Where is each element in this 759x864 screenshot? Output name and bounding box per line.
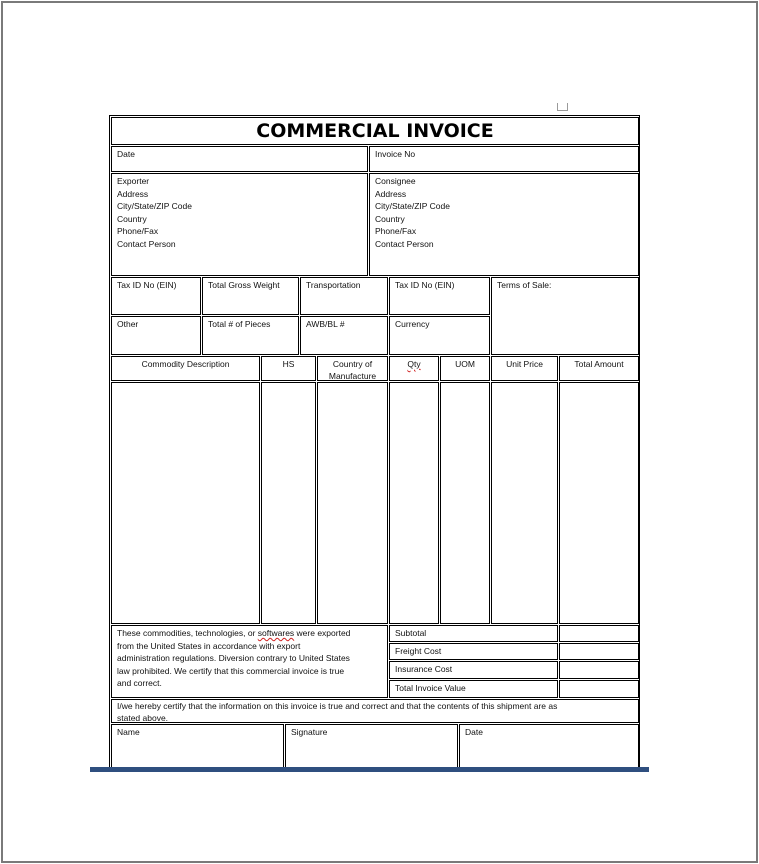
insurance-cost-label: Insurance Cost xyxy=(395,664,453,674)
commodity-description-label: Commodity Description xyxy=(141,359,230,369)
col-header-uom xyxy=(440,356,490,381)
exporter-block[interactable] xyxy=(111,173,368,276)
consignee-tax-id-label: Tax ID No (EIN) xyxy=(395,280,455,290)
uom-label: UOM xyxy=(455,359,475,369)
signature-label: Signature xyxy=(291,727,328,737)
total-amount-column[interactable] xyxy=(559,382,639,624)
exporter-label: Exporter xyxy=(117,176,150,186)
name-label: Name xyxy=(117,727,140,737)
col-header-commodity-description xyxy=(111,356,260,381)
consignee-label: Consignee xyxy=(375,176,416,186)
col-header-unit-price xyxy=(491,356,558,381)
export-statement-line-4: law prohibited. We certify that this commercial invoice is true xyxy=(117,665,345,676)
uom-column[interactable] xyxy=(440,382,490,624)
exporter-country-label: Country xyxy=(117,213,147,224)
hs-label: HS xyxy=(282,359,295,369)
col-header-qty xyxy=(389,356,439,381)
total-pieces-label: Total # of Pieces xyxy=(208,319,271,329)
name-field[interactable] xyxy=(111,724,284,769)
freight-cost-label-cell xyxy=(389,643,558,660)
qty-label: Qty xyxy=(407,359,421,369)
other-field[interactable] xyxy=(111,316,201,355)
other-label: Other xyxy=(117,319,139,329)
manufacture-label: Manufacture xyxy=(328,371,377,381)
exporter-phone-label: Phone/Fax xyxy=(117,226,159,237)
total-gross-weight-label: Total Gross Weight xyxy=(208,280,280,290)
consignee-country-label: Country xyxy=(375,213,405,224)
insurance-cost-value[interactable] xyxy=(559,661,639,679)
export-statement-line-1-text: These commodities, technologies, or softwares were exported xyxy=(117,628,351,638)
consignee-block[interactable] xyxy=(369,173,639,276)
col-header-hs xyxy=(261,356,316,381)
export-statement-line-2: from the United States in accordance with export xyxy=(117,640,301,651)
export-statement-line-1 xyxy=(117,627,382,640)
total-gross-weight-field[interactable] xyxy=(202,277,299,315)
subtotal-label-cell xyxy=(389,625,558,642)
date-label: Date xyxy=(117,149,135,159)
hs-column[interactable] xyxy=(261,382,316,624)
exporter-contact-label: Contact Person xyxy=(117,238,176,249)
awb-bl-field[interactable] xyxy=(300,316,388,355)
consignee-address-label: Address xyxy=(375,188,407,199)
unit-price-column[interactable] xyxy=(491,382,558,624)
consignee-phone-label: Phone/Fax xyxy=(375,226,417,237)
invoice-no-label: Invoice No xyxy=(375,149,416,159)
qty-column[interactable] xyxy=(389,382,439,624)
commodity-description-column[interactable] xyxy=(111,382,260,624)
consignee-city-label: City/State/ZIP Code xyxy=(375,201,450,212)
freight-cost-value[interactable] xyxy=(559,643,639,660)
col-header-country-of-manufacture xyxy=(317,356,388,381)
export-statement-line-3: administration regulations. Diversion contrary to United States xyxy=(117,653,350,663)
export-statement xyxy=(111,625,388,698)
unit-price-label: Unit Price xyxy=(506,359,543,369)
freight-cost-label: Freight Cost xyxy=(395,646,442,656)
country-of-manufacture-column[interactable] xyxy=(317,382,388,624)
signature-field[interactable] xyxy=(285,724,458,769)
exporter-address-label: Address xyxy=(117,188,149,199)
total-invoice-value-label: Total Invoice Value xyxy=(395,683,466,693)
insurance-cost-label-cell xyxy=(389,661,558,679)
exporter-tax-id-label: Tax ID No (EIN) xyxy=(117,280,177,290)
total-amount-label: Total Amount xyxy=(574,359,624,369)
consignee-tax-id-field[interactable] xyxy=(389,277,490,315)
page-corner-mark xyxy=(557,103,568,111)
transportation-field[interactable] xyxy=(300,277,388,315)
export-statement-line-5: and correct. xyxy=(117,678,162,688)
terms-of-sale-field[interactable] xyxy=(491,277,639,355)
total-invoice-value-label-cell xyxy=(389,680,558,698)
date-field[interactable] xyxy=(111,146,368,172)
total-pieces-field[interactable] xyxy=(202,316,299,355)
awb-bl-label: AWB/BL # xyxy=(306,319,345,329)
country-of-label: Country of xyxy=(332,359,373,369)
subtotal-value[interactable] xyxy=(559,625,639,642)
invoice-no-field[interactable] xyxy=(369,146,639,172)
col-header-total-amount xyxy=(559,356,639,381)
total-invoice-value-value[interactable] xyxy=(559,680,639,698)
currency-label: Currency xyxy=(395,319,430,329)
signoff-date-label: Date xyxy=(465,727,483,737)
certification-line-2: stated above. xyxy=(117,712,169,723)
certification-statement xyxy=(111,699,639,723)
exporter-city-label: City/State/ZIP Code xyxy=(117,201,192,212)
date-signoff-field[interactable] xyxy=(459,724,639,769)
document-bottom-bar xyxy=(90,767,649,772)
invoice-title: COMMERCIAL INVOICE xyxy=(111,117,639,145)
subtotal-label: Subtotal xyxy=(395,628,427,638)
certification-line-1: I/we hereby certify that the information on this invoice is true and correct and that the contents of this shipment are as xyxy=(117,701,558,711)
exporter-tax-id-field[interactable] xyxy=(111,277,201,315)
currency-field[interactable] xyxy=(389,316,490,355)
consignee-contact-label: Contact Person xyxy=(375,238,434,249)
terms-of-sale-label: Terms of Sale: xyxy=(497,280,552,290)
transportation-label: Transportation xyxy=(306,280,361,290)
